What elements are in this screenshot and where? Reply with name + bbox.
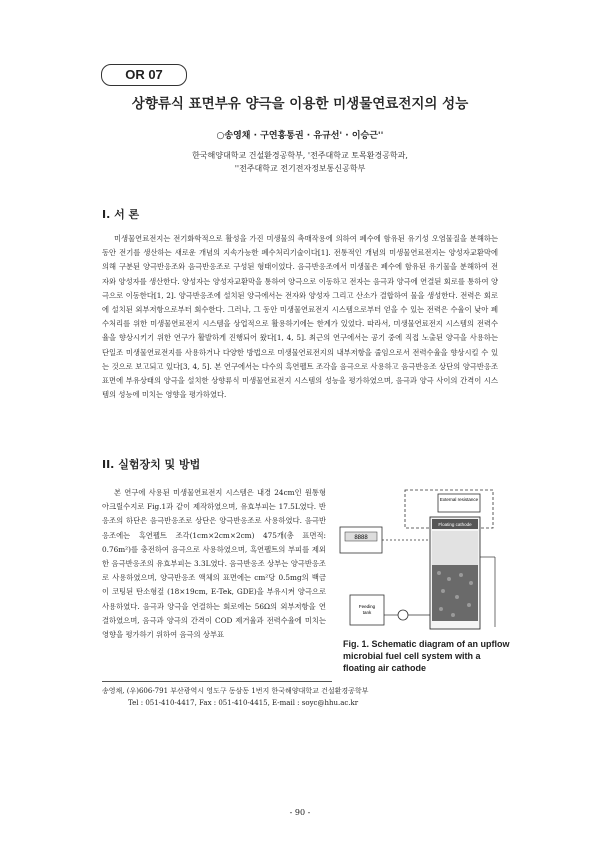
footnote-address: 송영채, (우)606-791 부산광역시 영도구 동삼동 1번지 한국해양대학교 건설환경공학부 (102, 687, 369, 695)
section-heading-methods: II. 실험장치 및 방법 (102, 458, 201, 471)
floating-cathode-label: Floating cathode (438, 522, 472, 527)
figure-1-caption: Fig. 1. Schematic diagram of an upflow microbial fuel cell system with a floating air cathode (343, 639, 510, 673)
cathode-chamber (432, 531, 478, 565)
feeding-tank-label-1: Feeding (358, 604, 376, 609)
feeding-tank-label-2: tank (362, 610, 372, 615)
session-badge: OR 07 (101, 64, 187, 86)
affiliation-line-1: 한국해양대학교 건설환경공학부, '전주대학교 토목환경공학과, (192, 151, 408, 160)
pump (398, 610, 408, 620)
section-heading-introduction: I. 서 론 (102, 208, 140, 221)
paper-title: 상향류식 표면부유 양극을 이용한 미생물연료전지의 성능 (131, 96, 469, 112)
footnote-contact: Tel : 051-410-4417, Fax : 051-410-4415, E-mail : soyc@hhu.ac.kr (128, 699, 359, 707)
meter-readout: 8888 (354, 535, 368, 541)
methods-paragraph: 본 연구에 사용된 미생물연료전지 시스템은 내경 24cm인 원통형 아크릴수지로 Fig.1과 같이 제작하였으며, 유효부피는 17.5L였다. 반응조의 하단은 음극반응조로 상단은 양극반응조로 사용하였다. 음극반응조에는 흑연펠트 조각(1cm×2cm×2cm) 475개(총 표면적: 0.76m²)를 충전하여 음극으로 사용하였으며, 흑연펠트의 부피를 제외한 음극반응조의 유효부피는 3.3L였다. 음극반응조 상부는 양극반응조로 사용하였으며, 양극반응조 액체의 표면에는 cm²당 0.5mg의 백금이 코팅된 탄소형겊 (18×19cm, E-Tek, GDE)을 부유시켜 양극으로 사용하였다. 음극과 양극을 연결하는 회로에는 56Ω의 외부저항을 연결하였으며, 음극과 양극의 간격이 COD 제거율과 전력수율에 미치는 영향을 평가하기 위하여 음극의 상부표 (102, 488, 326, 640)
external-resistance-label: External resistance (439, 497, 479, 502)
footnote-divider (102, 681, 332, 682)
figure-1-schematic (335, 487, 505, 633)
author-list: ○송영채 · 구연흥통권 · 유규선' · 이승근'' (216, 131, 384, 141)
page-number: - 90 - (289, 808, 311, 817)
introduction-paragraph: 미생물연료전지는 전기화학적으로 활성을 가진 미생물의 촉매작용에 의하여 폐수에 함유된 유기성 오염물질을 분해하는 동안 전기를 생산하는 새로운 개념의 지속가능한 폐수처리기술이다[1]. 전통적인 개념의 미생물연료전지는 양성자교환막에 의해 구분된 양극반응조와 음극반응조로 구성된 형태이었다. 음극반응조에서 미생물은 폐수에 함유된 유기물을 분해하여 전자와 양성자를 생산한다. 양성자는 양성자교환막을 통하여 양극으로 이동하고 전자는 음극과 양극에 연결된 회로를 통하여 양극으로 이동한다[1, 2]. 양극반응조에 설치된 양극에서는 전자와 양성자 그리고 산소가 결합하여 물을 생성한다. 전력은 회로에 설치된 외부저항으로부터 회수한다. 그러나, 그 동안 미생물연료전지 시스템으로부터 얻을 수 있는 전력은 수율이 낮아 폐수처리를 위한 미생물연료전지 시스템을 상업적으로 활용하기에는 한계가 있었다. 따라서, 미생물연료전지 시스템의 전력수율을 향상시키기 위한 연구가 활발하게 진행되어 왔다[1, 4, 5]. 최근의 연구에서는 공기 중에 직접 노출된 양극을 사용하는 단일조 미생물연료전지를 사용하거나 다양한 방법으로 미생물연료전지의 내부저항을 줄임으로서 전력수율을 향상시킬 수 있는 것으로 보고되고 있다[3, 4, 5]. 본 연구에서는 다수의 흑연펠트 조각을 음극으로 사용하고 음극반응조 상단의 양극반응조 표면에 부유상태의 양극을 설치한 상향류식 미생물연료전지 시스템의 성능을 평가하였으며, 음극과 양극 사이의 간격이 시스템의 성능에 미치는 영향을 평가하였다. (102, 234, 498, 400)
affiliation-line-2: ''전주대학교 전기전자정보통신공학부 (234, 164, 366, 173)
